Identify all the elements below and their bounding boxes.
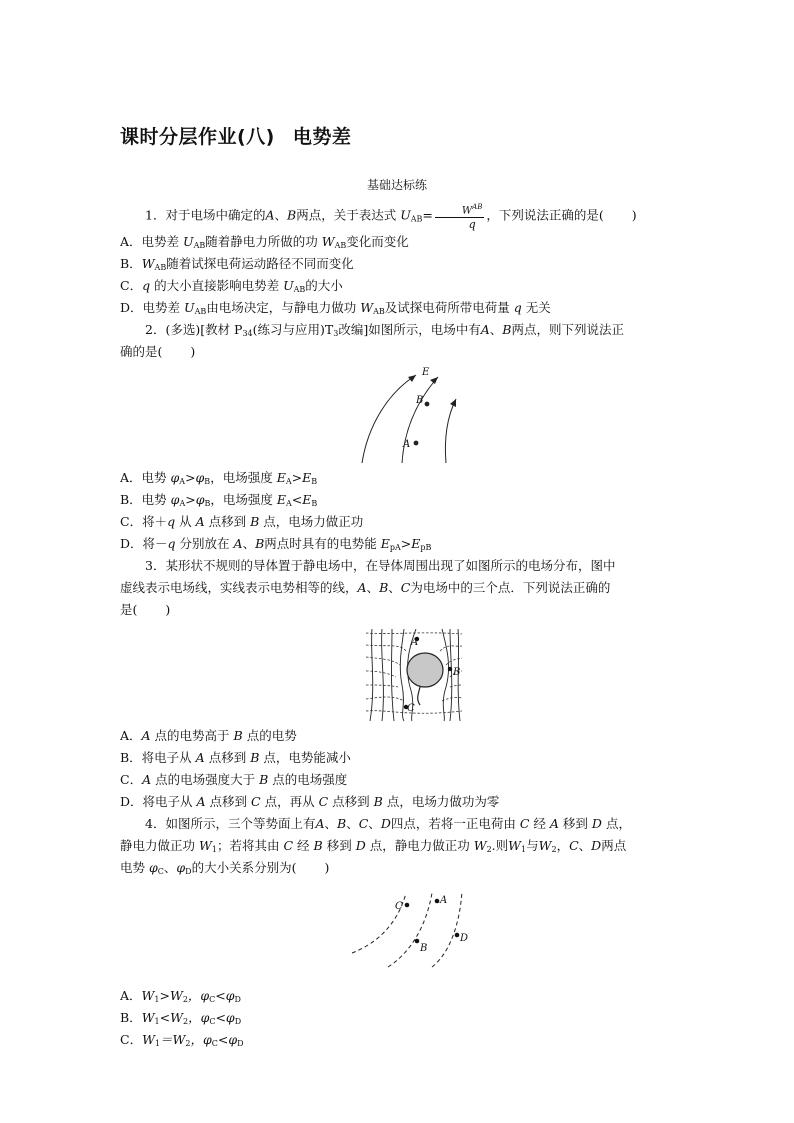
page-title xyxy=(120,122,351,149)
question-4-stem-cont: 静电力做正功 $W_1$；若将其由 C 经 B 移到 D 点，静电力做正功 $W_2$.则$W_1$与$W_2$，C、D两点 xyxy=(120,838,627,855)
q3-option-d[interactable]: D．将电子从 A 点移到 C 点，再从 C 点移到 B 点，电场力做功为零 xyxy=(120,794,500,810)
question-list xyxy=(120,200,678,1051)
label-e: E xyxy=(422,367,430,379)
q3-option-a[interactable]: A．A 点的电势高于 B 点的电势 xyxy=(120,728,297,744)
q4-option-b[interactable]: B．$W_1<W_2$，$\varphi_C<\varphi_D$ xyxy=(120,1010,242,1027)
q2-option-c[interactable]: C．将＋q 从 A 点移到 B 点，电场力做正功 xyxy=(120,514,364,530)
q1-option-a[interactable]: A．电势差 $U_{AB}$随着静电力所做的功 $W_{AB}$变化而变化 xyxy=(120,234,409,251)
label-c: C xyxy=(395,901,403,913)
q2-option-d[interactable]: D．将－q 分别放在 A、B两点时具有的电势能 $E_{pA}>E_{pB}$ xyxy=(120,536,432,553)
question-3-stem-cont: 虚线表示电场线，实线表示电势相等的线，A、B、C为电场中的三个点．下列说法正确的 xyxy=(120,580,611,596)
question-3-stem: 3．某形状不规则的导体置于静电场中，在导体周围出现了如图所示的电场分布，图中 xyxy=(145,558,616,574)
q3-option-b[interactable]: B．将电子从 A 点移到 B 点，电势能减小 xyxy=(120,750,351,766)
question-3-stem-cont2: 是( ) xyxy=(120,602,171,618)
q1-option-d[interactable]: D．电势差 $U_{AB}$由电场决定，与静电力做功 $W_{AB}$及试探电荷所带电荷量 q 无关 xyxy=(120,300,551,317)
q1-option-b[interactable]: B．$W_{AB}$随着试探电荷运动路径不同而变化 xyxy=(120,256,354,273)
question-2-stem: 2．(多选)[教材 $P_{34}$(练习与应用)$T_3$改编]如图所示，电场中有A、B两点，则下列说法正 xyxy=(145,322,624,339)
label-b: B xyxy=(453,667,461,679)
label-b: B xyxy=(420,943,428,955)
label-a: A xyxy=(403,439,411,451)
label-b: B xyxy=(416,395,424,407)
q4-option-c[interactable]: C．$W_1=W_2$，$\varphi_C<\varphi_D$ xyxy=(120,1032,244,1049)
figure-q2-field-lines xyxy=(120,365,678,467)
label-a: A xyxy=(411,637,419,649)
label-c: C xyxy=(407,703,415,715)
question-1-stem: 1．对于电场中确定的A、B两点，关于表达式 $U_{AB}=$ $\frac{W^{AB}}{q}$ ，下列说法正确的是( ) xyxy=(145,203,637,232)
question-4-stem: 4．如图所示，三个等势面上有A、B、C、D四点，若将一正电荷由 C 经 A 移到 D 点， xyxy=(145,816,631,832)
label-d: D xyxy=(460,933,469,945)
q4-option-a[interactable]: A．$W_1>W_2$，$\varphi_C<\varphi_D$ xyxy=(120,988,241,1005)
q2-option-a[interactable]: A．电势 $\varphi_A>\varphi_B$，电场强度 $E_A>E_B$ xyxy=(120,470,318,487)
label-a: A xyxy=(440,895,448,907)
question-4-stem-cont2: 电势 $\varphi_C$、$\varphi_D$的大小关系分别为( ) xyxy=(120,860,330,877)
section-heading: 基础达标练 xyxy=(366,178,427,192)
q1-option-c[interactable]: C．q 的大小直接影响电势差 $U_{AB}$的大小 xyxy=(120,278,343,295)
q3-option-c[interactable]: C．A 点的电场强度大于 B 点的电场强度 xyxy=(120,772,348,788)
title-main: 课时分层作业(八) xyxy=(120,126,275,148)
figure-q4-equipotentials xyxy=(120,883,678,979)
fraction: $\frac{W^{AB}}{q}$ xyxy=(435,201,484,231)
question-2-stem-cont: 确的是( ) xyxy=(120,344,196,360)
title-topic: 电势差 xyxy=(292,126,352,148)
q2-option-b[interactable]: B．电势 $\varphi_A>\varphi_B$，电场强度 $E_A<E_B$ xyxy=(120,492,318,509)
figure-q3-conductor-field xyxy=(120,625,678,725)
